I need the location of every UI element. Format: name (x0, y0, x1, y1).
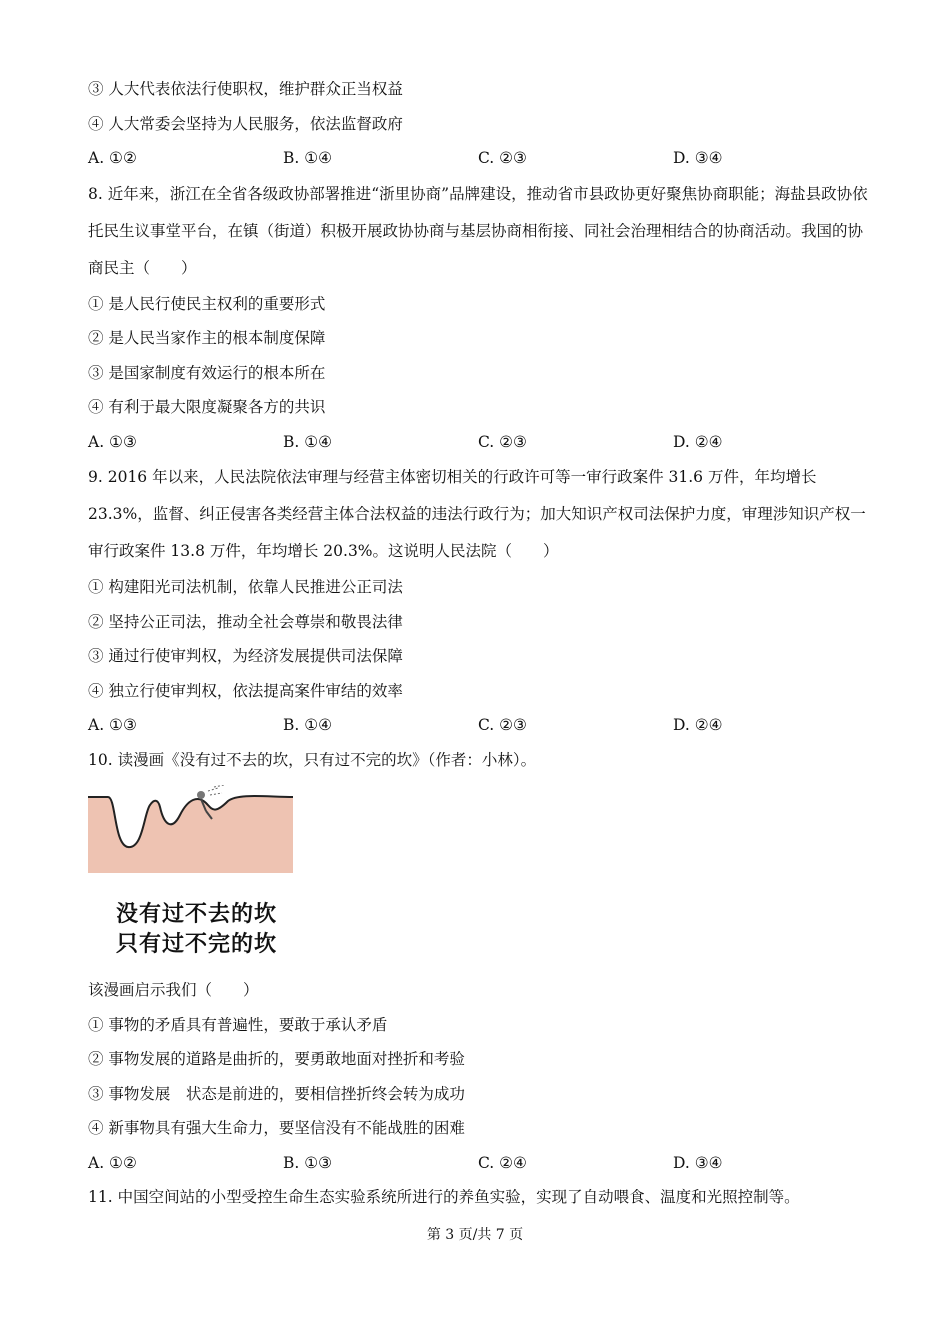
page-footer: 第 3 页/共 7 页 (426, 1227, 524, 1243)
exam-page (88, 72, 868, 1215)
q8-stem: 8. 近年来，浙江在全省各级政协部署推进“浙里协商”品牌建设，推动省市县政协更好聚焦协商职能；海盐县政协依托民生议事堂平台，在镇（街道）积极开展政协协商与基层协商相衔接、同社会治理相结合的协商活动。我国的协商民主（ ） (88, 184, 868, 277)
q8-item-3: ③ 是国家制度有效运行的根本所在 (88, 363, 326, 382)
q10-options (88, 1146, 868, 1181)
q9-option-d: D. ②④ (673, 716, 723, 734)
cartoon-caption-line-2: 只有过不完的坎 (116, 932, 278, 957)
q10-stem: 该漫画启示我们（ ） (88, 981, 259, 999)
q8-options (88, 425, 868, 460)
q7-option-c: C. ②③ (478, 149, 527, 167)
q7-item-3: ③ 人大代表依法行使职权，维护群众正当权益 (88, 80, 403, 98)
q8-item-4: ④ 有利于最大限度凝聚各方的共识 (88, 398, 326, 416)
q8-item-1: ① 是人民行使民主权利的重要形式 (88, 294, 326, 313)
q9-item-2: ② 坚持公正司法，推动全社会尊崇和敬畏法律 (88, 612, 403, 631)
q9-stem: 9. 2016 年以来，人民法院依法审理与经营主体密切相关的行政许可等一审行政案件 31.6 万件，年均增长 23.3%，监督、纠正侵害各类经营主体合法权益的违法行政行为；加大知识产权司法保护力度，审理涉知识产权一审行政案件 13.8 万件，年均增长 20.3%。这说明人民法院（ ） (88, 468, 866, 560)
q8-option-b: B. ①④ (283, 432, 333, 451)
q10-item-1: ① 事物的矛盾具有普遍性，要敢于承认矛盾 (88, 1015, 388, 1034)
q9-option-b: B. ①④ (283, 716, 333, 734)
q10-option-c: C. ②④ (478, 1153, 527, 1172)
q10-intro: 10. 读漫画《没有过不去的坎，只有过不完的坎》（作者：小林）。 (88, 750, 537, 769)
q10-item-4: ④ 新事物具有强大生命力，要坚信没有不能战胜的困难 (88, 1119, 465, 1137)
q9-item-1: ① 构建阳光司法机制，依靠人民推进公正司法 (88, 578, 403, 596)
q8-option-c: C. ②③ (478, 432, 527, 451)
cartoon-caption (116, 900, 277, 960)
cartoon-caption-line-1: 没有过不去的坎 (116, 902, 278, 927)
q9-item-3: ③ 通过行使审判权，为经济发展提供司法保障 (88, 647, 403, 665)
q7-item-4: ④ 人大常委会坚持为人民服务，依法监督政府 (88, 114, 403, 133)
q10-option-d: D. ③④ (673, 1153, 723, 1172)
q10-option-b: B. ①③ (283, 1153, 333, 1172)
q10-item-3: ③ 事物发展 状态是前进的，要相信挫折终会转为成功 (88, 1084, 465, 1103)
q7-option-b: B. ①④ (283, 149, 333, 167)
q9-item-4: ④ 独立行使审判权，依法提高案件审结的效率 (88, 681, 403, 700)
q9-option-a: A. ①③ (88, 716, 137, 734)
cartoon-image (88, 785, 293, 965)
q11-stem: 11. 中国空间站的小型受控生命生态实验系统所进行的养鱼实验，实现了自动喂食、温度和光照控制等。 (88, 1188, 800, 1206)
q8-option-a: A. ①③ (88, 432, 137, 451)
q7-option-a: A. ①② (88, 149, 137, 167)
q7-option-d: D. ③④ (673, 149, 723, 167)
q8-option-d: D. ②④ (673, 432, 723, 451)
q10-item-2: ② 事物发展的道路是曲折的，要勇敢地面对挫折和考验 (88, 1050, 465, 1068)
q7-options (88, 141, 868, 176)
q10-option-a: A. ①② (88, 1153, 137, 1172)
q9-options (88, 708, 868, 743)
q8-item-2: ② 是人民当家作主的根本制度保障 (88, 329, 326, 347)
q9-option-c: C. ②③ (478, 716, 527, 734)
cartoon-drawing (88, 785, 293, 885)
